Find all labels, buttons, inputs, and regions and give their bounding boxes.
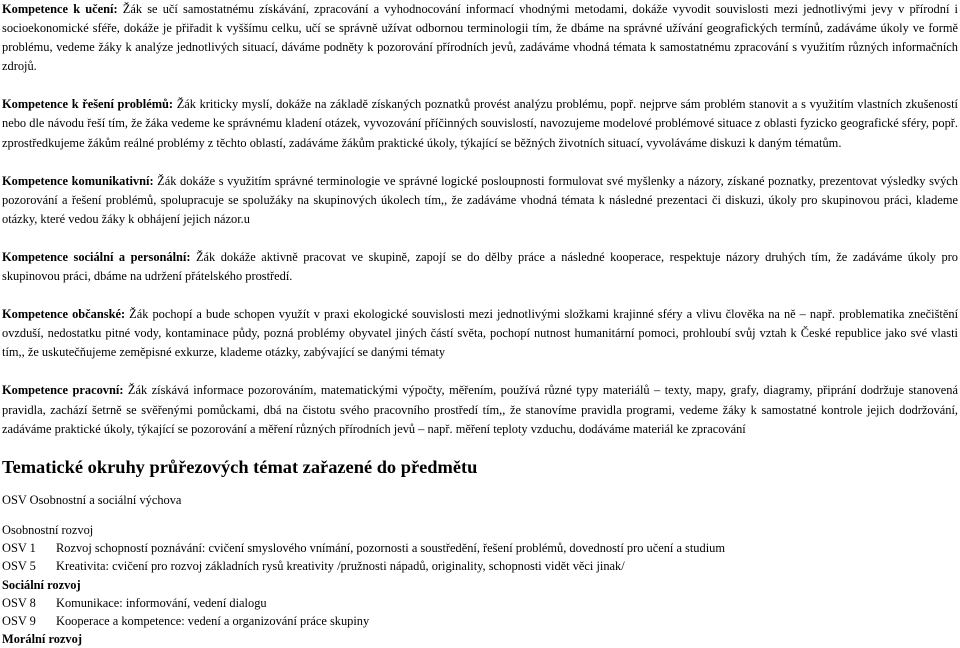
item-osv-9 [2, 612, 958, 630]
competence-label: Kompetence občanské: [2, 307, 126, 322]
item-text: Komunikace: informování, vedení dialogu [56, 595, 267, 610]
item-osv-8 [2, 594, 958, 612]
competence-text: Žák pochopí a bude schopen využít v praxi ekologické souvislosti mezi jednotlivými složkami krajinné sféry a vlivu člověka na ně – např. problematika znečištění ovzduší, nedostatku pitné vody, kontaminace půdy, pozná problémy obyvatel jiných částí světa, pochopí nutnost humanitární pomoci, prohloubí svůj vztah k České republice jako své vlasti tím,, že uskutečňujeme zeměpisné exkurze, klademe otázky, zabývající se danými tématy [2, 307, 959, 360]
group-social-development: Sociální rozvoj [2, 577, 81, 592]
osv-title: OSV Osobnostní a sociální výchova [2, 492, 182, 507]
item-code: OSV 5 [2, 559, 36, 574]
item-text: Kooperace a kompetence: vedení a organizování práce skupiny [56, 613, 370, 628]
item-osv-5 [2, 557, 958, 575]
competence-text: Žák získává informace pozorováním, matematickými výpočty, měřením, používá různé typy materiálů – texty, mapy, grafy, diagramy, připrání dodržuje stanovená pravidla, zachází šetrně se svěřenými pomůckami, dbá na čistotu svého pracovního prostředí tím,, že stanovíme pravidla programi, vedeme žáky k samostatné kontrole jejich dodržování, zadáváme praktické úkoly, týkající se pozorování a měření různých přírodních jevů – např. měření teploty vzduchu, dodáváme materiál ke zpracování [2, 383, 958, 436]
item-text: Rozvoj schopností poznávání: cvičení smyslového vnímání, pozornosti a soustředění, řešení problémů, dovedností pro učení a studium [56, 541, 725, 556]
competence-text: Žák kriticky myslí, dokáže na základě získaných poznatků provést analýzu problému, popř. nejprve sám problém stanovit a s využitím vlastních zkušeností nebo dle návodu řeší tím, že žáka vedeme ke správnému kladení otázek, vyvozování příčinných souvislostí, navozujeme modelové problémové situace z oblasti fyzicko geografické sféry, popř. zprostředkujeme žákům reálné problémy z těchto oblastí, zadáváme žákům praktické úkoly, týkající se běžných životních situací, vyvoláváme diskuzi k daným tématům. [2, 97, 958, 150]
competence-text: Žák se učí samostatnému získávání, zpracování a vyhodnocování informací vhodnými metodami, dokáže vyvodit souvislosti mezi jednotlivými jevy v přírodní i socioekonomické sféře, dokáže je přiřadit k vyššímu celku, učí se správně užívat odbornou terminologii tím, že dbáme na správné užívání geografických termínů, zadáváme úkoly ve formě problému, vedeme žáky k analýze jednotlivých situací, dáváme podněty k pozorování přírodních jevů, zadáváme vhodná témata k samostatnému zpracování s využitím různých informačních zdrojů. [2, 2, 958, 74]
competence-social [2, 248, 958, 286]
competence-label: Kompetence k řešení problémů: [2, 97, 174, 112]
competence-civic [2, 305, 958, 362]
competence-learning [2, 0, 958, 76]
item-code: OSV 8 [2, 595, 36, 610]
section-title: Tematické okruhy průřezových témat zařazené do předmětu [2, 456, 478, 477]
group-personal-development: Osobnostní rozvoj [2, 522, 94, 537]
item-text: Kreativita: cvičení pro rozvoj základních rysů kreativity /pružnosti nápadů, originality, schopnosti vidět věci jinak/ [56, 559, 625, 574]
competence-label: Kompetence komunikativní: [2, 173, 154, 188]
competence-text: Žák dokáže aktivně pracovat ve skupině, zapojí se do dělby práce a následné kooperace, respektuje názory druhých tím, že zadáváme úkoly pro skupinovou práci, dbáme na udržení přátelského prostředí. [2, 249, 958, 284]
competence-label: Kompetence k učení: [2, 2, 118, 16]
item-code: OSV 1 [2, 541, 36, 556]
competence-label: Kompetence sociální a personální: [2, 249, 191, 264]
item-code: OSV 9 [2, 613, 36, 628]
competence-communicative [2, 172, 958, 229]
competence-work [2, 381, 958, 438]
competence-text: Žák dokáže s využitím správné terminologie ve správné logické posloupnosti formulovat své myšlenky a názory, získané poznatky, prezentovat výsledky svých pozorování a řešení problémů, spolupracuje se spolužáky na skupinových úkolech tím,, že zadáváme vhodná témata k následné prezentaci či diskuzi, úkoly pro skupinovou práci, klademe otázky, které vedou žáky k obhájení jejich názor.u [2, 173, 958, 226]
item-osv-1 [2, 539, 958, 557]
competence-problem-solving [2, 95, 958, 152]
group-moral-development: Morální rozvoj [2, 632, 82, 647]
competence-label: Kompetence pracovní: [2, 383, 124, 398]
